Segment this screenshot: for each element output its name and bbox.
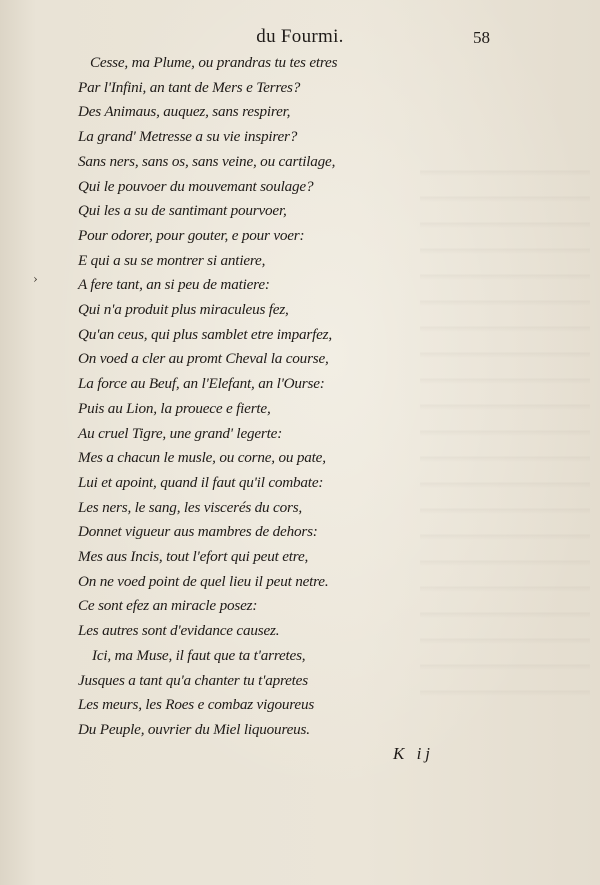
verse-line: Les meurs, les Roes e combaz vigoureus: [78, 696, 315, 714]
verse-line: Qui les a su de santimant pourvoer,: [78, 202, 287, 220]
verse-line: Cesse, ma Plume, ou prandras tu tes etres: [90, 54, 338, 71]
verse-line: Donnet vigueur aus mambres de dehors:: [78, 523, 318, 541]
verse-line: La force au Beuf, an l'Elefant, an l'Ourse:: [78, 375, 325, 393]
verse-line: Ici, ma Muse, il faut que ta t'arretes,: [92, 646, 306, 664]
verse-line: La grand' Metresse a su vie inspirer?: [78, 128, 298, 146]
running-head: du Fourmi.: [256, 26, 344, 47]
signature-mark: K ij: [393, 744, 435, 763]
verse-line: On voed a cler au promt Cheval la course,: [78, 350, 329, 368]
verse-line: Mes aus Incis, tout l'efort qui peut etre,: [78, 548, 309, 566]
verse-line: Puis au Lion, la prouece e fierte,: [78, 399, 271, 417]
verse-line: Pour odorer, pour gouter, e pour voer:: [78, 226, 305, 244]
verse-line: Sans ners, sans os, sans veine, ou cartilage,: [78, 152, 336, 170]
verse-line: On ne voed point de quel lieu il peut netre.: [78, 572, 329, 590]
verse-line: Des Animaus, auquez, sans respirer,: [78, 103, 291, 121]
verse-line: Du Peuple, ouvrier du Miel liquoureus.: [78, 720, 310, 738]
page-number: 58: [473, 28, 490, 47]
verse-line: Ce sont efez an miracle posez:: [78, 597, 258, 615]
verse-line: E qui a su se montrer si antiere,: [78, 251, 266, 269]
verse-line: A fere tant, an si peu de matiere:: [78, 276, 270, 294]
verse-line: Qui n'a produit plus miraculeus fez,: [78, 301, 289, 319]
margin-mark: ›: [33, 272, 38, 286]
verse-line: Les ners, le sang, les viscerés du cors,: [78, 498, 303, 516]
verse-line: Au cruel Tigre, une grand' legerte:: [78, 424, 283, 442]
verse-line: Qui le pouvoer du mouvemant soulage?: [78, 177, 314, 195]
verse-line: Par l'Infini, an tant de Mers e Terres?: [78, 78, 301, 96]
verse-line: Qu'an ceus, qui plus samblet etre imparfez,: [78, 325, 332, 343]
verse-line: Mes a chacun le musle, ou corne, ou pate,: [78, 449, 326, 467]
verse-block: [78, 51, 438, 743]
verse-line: Jusques a tant qu'a chanter tu t'apretes: [78, 671, 308, 689]
show-through-texture: [420, 150, 590, 710]
verse-line: Les autres sont d'evidance causez.: [78, 622, 280, 640]
verse-line: Lui et apoint, quand il faut qu'il combate:: [78, 473, 324, 491]
